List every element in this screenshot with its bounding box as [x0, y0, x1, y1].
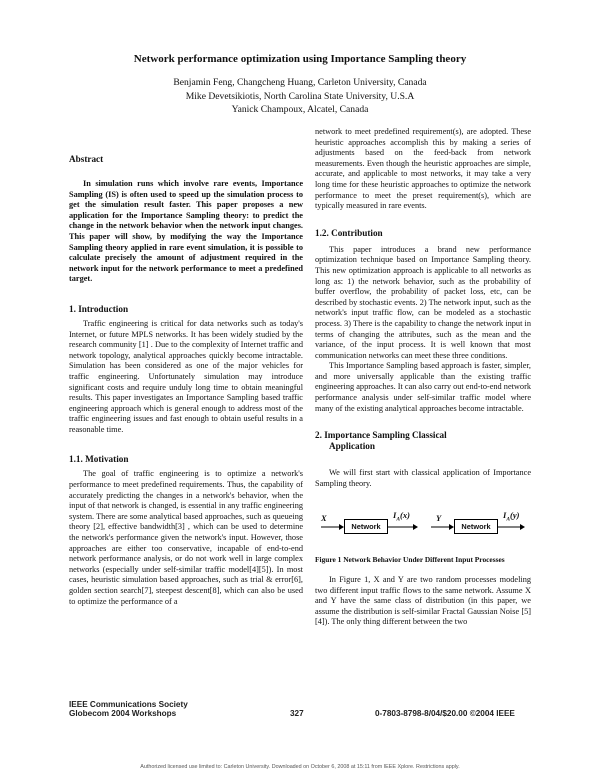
- introduction-heading: 1. Introduction: [69, 303, 129, 314]
- left-column: [69, 154, 303, 607]
- abstract-heading: Abstract: [69, 154, 104, 164]
- author-list: [0, 76, 600, 117]
- right-column: [315, 127, 531, 628]
- figure-1: [315, 505, 531, 541]
- footer-workshop: Globecom 2004 Workshops: [69, 709, 177, 718]
- output-right-symbol: I: [503, 510, 507, 521]
- section2-heading-line2: Application: [329, 441, 375, 452]
- abstract-text: In simulation runs which involve rare events, Importance Sampling (IS) is often used to speed up the simulation process to get the simulation result faster. This paper proposes a new application for the Importance Sampling theory: to predict the change in the network behavior when the network input changes. This paper will show, by modifying the way the Importance Sampling theory applied in rare event simulation, it is possible to calculate precisely the amount of adjustment required in the network input for the network performance to meet a predefined target.: [69, 179, 303, 284]
- motivation-text: The goal of traffic engineering is to optimize a network's performance to meet predefined requirements. Thus, the capability of accurately predicting the changes in a network's behavior, when the input of that network is changed, is essential in any traffic engineering system. There are some analytical based approaches, such as queueing theory [2], effective bandwidth[3] , which can be used to determine the network's performance given the network's input. However, those approaches are either too conservative, incapable of end-to-end network performance analysis, or do not work well in large complex networks (especially under self-similar traffic model[4][5]). In most cases, heuristic simulation based approaches, such as trial & error[6], golden section search[7], steepest descent[8], which can also be used to optimize the performance of a: [69, 469, 303, 606]
- author-line-2: Mike Devetsikiotis, North Carolina State University, U.S.A: [185, 90, 415, 102]
- author-line-1: Benjamin Feng, Changcheng Huang, Carleton University, Canada: [173, 77, 427, 88]
- license-notice: Authorized licensed use limited to: Carleton University. Downloaded on October 6, 2008 at 15:11 from IEEE Xplore. Restrictions apply.: [140, 764, 460, 770]
- output-left-arg: (x): [399, 510, 410, 521]
- continuation-text: network to meet predefined requirement(s), are adopted. These heuristic approaches accomplish this by making a series of adjustments based on the feed-back from network measurements. Even though the heuristic approaches are simple, accurate, and applicable to most networks, it may take a very long time for these heuristic approaches to optimize the network performance to meet the preset requirement(s), which are typically measured in rare events.: [315, 127, 531, 211]
- introduction-text: Traffic engineering is critical for data networks such as today's Internet, or future MPLS networks. It has been widely studied by the research community [1] . Due to the complexity of Internet traffic and network topology, analytical approaches quickly become intractable. Simulation has been considered as one of the major vehicles for traffic engineering. Unfortunately simulation may introduce significant costs and require unduly long time to obtain meaningful results. This paper investigates an Importance Sampling based traffic engineering approach which is general enough to address most of the traffic engineering issues and fast enough to obtain useful results in a reasonable time.: [69, 318, 303, 434]
- figure-1-caption: Figure 1 Network Behavior Under Different Input Processes: [315, 555, 505, 565]
- contribution-text-1: This paper introduces a brand new performance optimization technique based on Importance Sampling theory. This new optimization approach is applicable to all networks as long as: 1) the network behavior, such as the probability of buffer overflow, the probability of packet loss, etc, can be described by stochastic events. 2) The network input, such as the network's input traffic flow, can be modeled as a stochastic process. 3) There is the capability to change the network input in terms of changing the attributes, such as the mean and the variance, of the input process. It is well known that most communication networks can meet these three conditions.: [315, 244, 531, 360]
- output-left-label: [393, 510, 410, 525]
- output-right-sub: A: [506, 517, 510, 524]
- output-left-sub: A: [396, 517, 400, 524]
- network-box-left: Network: [344, 519, 388, 534]
- paper-title: Network performance optimization using Importance Sampling theory: [133, 53, 467, 65]
- footer-page-number: 327: [290, 709, 304, 718]
- footer-isbn: 0-7803-8798-8/04/$20.00 ©2004 IEEE: [375, 709, 515, 718]
- section2-intro: We will first start with classical application of Importance Sampling theory.: [315, 468, 531, 488]
- network-box-right: Network: [454, 519, 498, 534]
- output-left-symbol: I: [393, 510, 397, 521]
- section2-body: In Figure 1, X and Y are two random processes modeling two different input traffic flows to the same network. Assume X and Y have the same class of distribution (in this paper, we assume the distribution is self-similar Fractal Gaussian Noise [5][4]). The only thing different between the two: [315, 574, 531, 627]
- input-x-label: X: [321, 513, 327, 524]
- section2-heading-line1: 2. Importance Sampling Classical: [315, 430, 447, 441]
- contribution-text-2: This Importance Sampling based approach is faster, simpler, and more universally applicable than the existing traffic engineering approaches. It can also carry out end-to-end network performance analysis under self-similar traffic model where many of the existing analytical approaches become intractable.: [315, 361, 531, 413]
- output-right-arg: (y): [509, 510, 520, 521]
- footer-society: IEEE Communications Society: [69, 700, 188, 709]
- section2-heading: [315, 430, 531, 452]
- input-y-label: Y: [436, 513, 442, 524]
- contribution-heading: 1.2. Contribution: [315, 227, 383, 238]
- motivation-heading: 1.1. Motivation: [69, 454, 129, 465]
- author-line-3: Yanick Champoux, Alcatel, Canada: [231, 104, 369, 115]
- output-right-label: [503, 510, 519, 525]
